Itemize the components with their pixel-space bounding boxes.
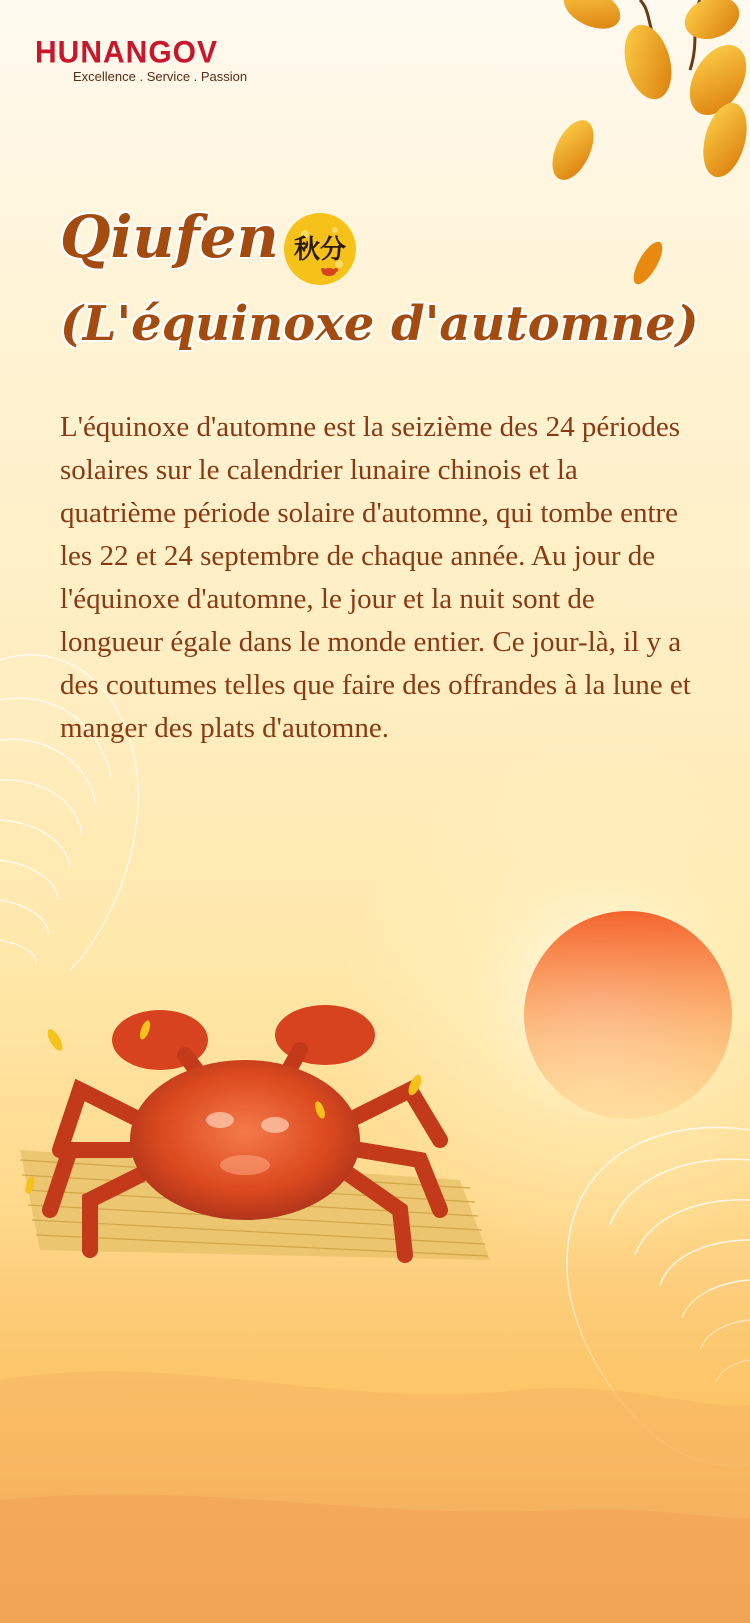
crab-illustration (20, 1000, 490, 1290)
sun-icon (524, 911, 732, 1119)
page-subtitle: (L'équinoxe d'automne) (60, 296, 699, 352)
description-paragraph: L'équinoxe d'automne est la seizième des 24 périodes solaires sur le calendrier lunaire chinois et la quatrième période solaire d'automne, qui tombe entre les 22 et 24 septembre de chaque année. Au jour de l'équinoxe d'automne, le jour et la nuit sont de longueur égale dans le monde entier. Ce jour-là, il y a des coutumes telles que faire des offrandes à la lune et manger des plats d'automne. (60, 411, 691, 744)
maple-leaf-icon (544, 0, 750, 288)
golden-dunes (0, 1251, 750, 1623)
moon-badge-icon (283, 212, 357, 286)
hunangov-logo[interactable] (35, 36, 255, 86)
logo-tagline: Excellence . Service . Passion (73, 69, 248, 84)
logo-brand: HUNANGOV (35, 35, 219, 70)
badge-text: 秋分 (293, 235, 347, 265)
page-title: Qiufen (60, 203, 279, 271)
crab-shell (130, 1060, 360, 1220)
